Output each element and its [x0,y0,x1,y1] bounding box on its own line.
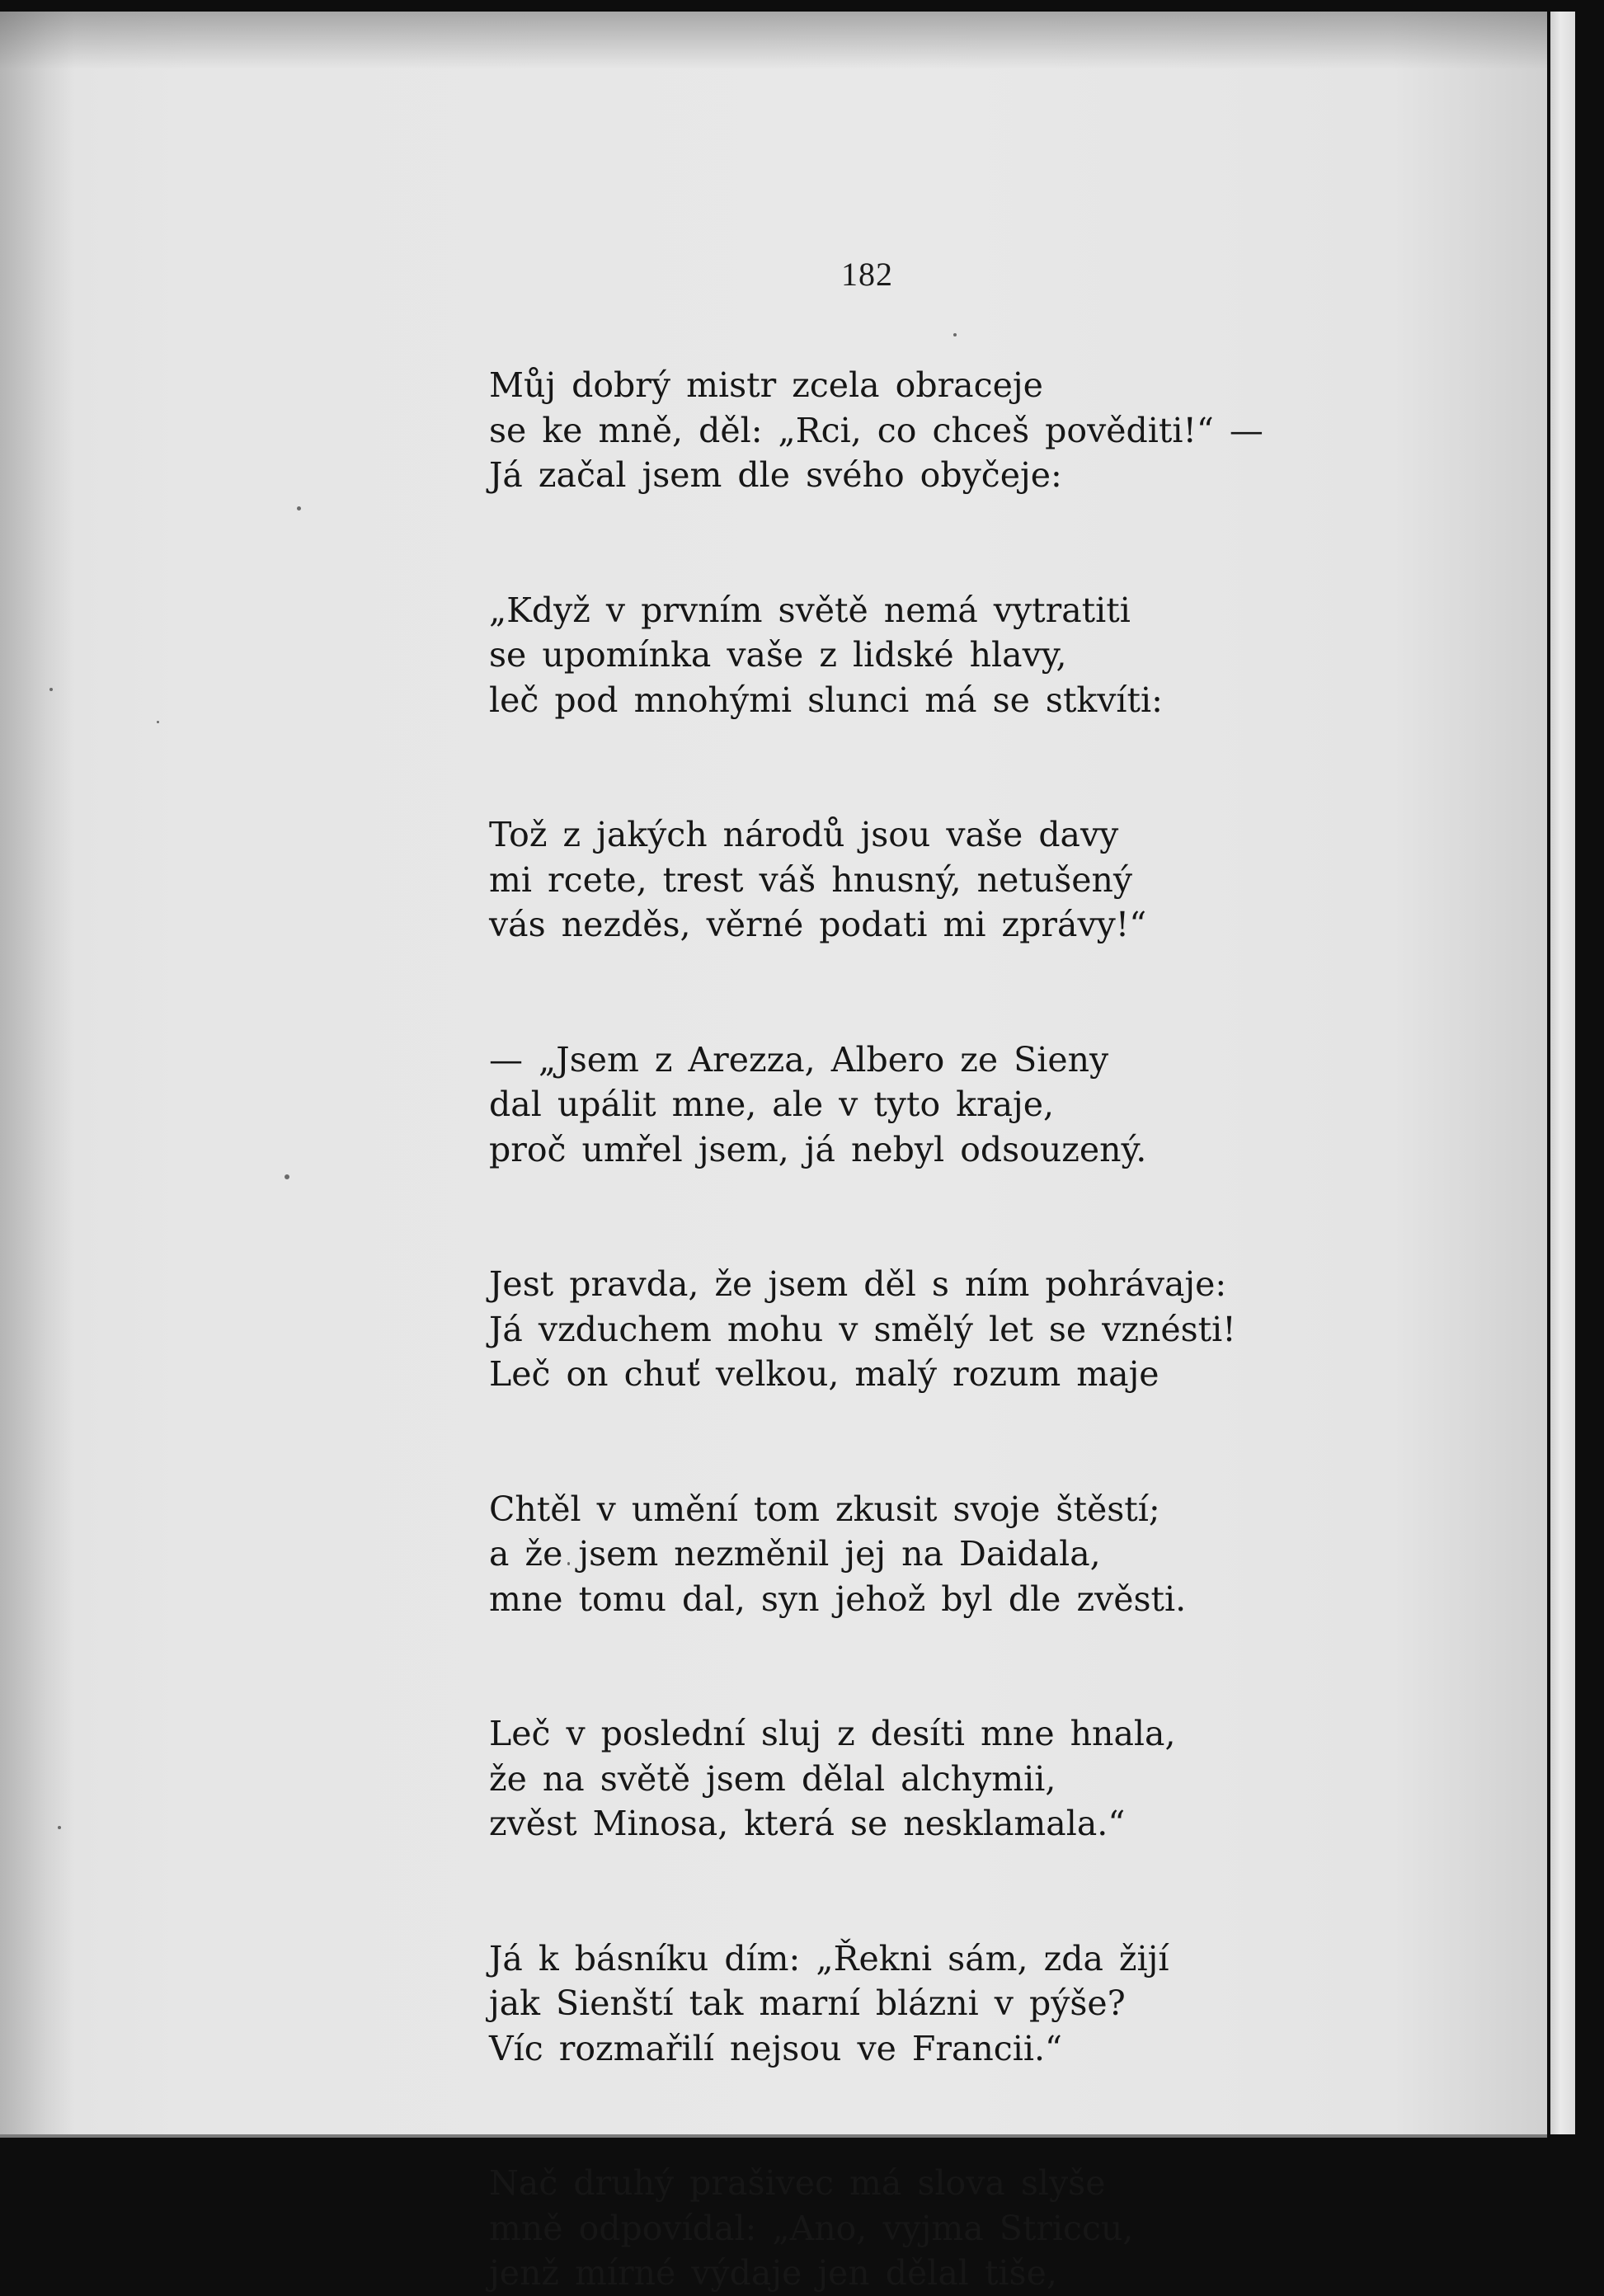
page-gutter-shadow [0,12,74,2134]
paper-speck [49,688,53,691]
verse-line: Tož z jakých národů jsou vaše davy [489,815,1119,854]
stanza [489,588,1263,723]
verse-line: Jest pravda, že jsem děl s ním pohrávaje: [489,1264,1227,1304]
verse-line: Já vzduchem mohu v smělý let se vznésti! [489,1309,1236,1349]
stanza [489,1711,1263,1847]
verse-line: že na světě jsem dělal alchymii, [489,1758,1056,1799]
book-page [0,12,1547,2293]
paper-speck [285,1174,289,1179]
verse-line: Můj dobrý mistr zcela obraceje [489,365,1043,405]
paper-speck [58,1826,61,1829]
stanza [489,1037,1263,1173]
page-number: 182 [841,256,893,293]
stanza [489,363,1263,498]
page-top-shadow [0,12,1547,69]
verse-line: vás nezděs, věrné podati mi zprávy!“ [489,905,1147,944]
verse-line: Víc rozmařilí nejsou ve Francii.“ [489,2028,1062,2068]
verse-line: zvěst Minosa, která se nesklamala.“ [489,1804,1126,1843]
verse-line: jenž mírné výdaje jen dělal tiše, [489,2253,1057,2293]
verse-line: mi rcete, trest váš hnusný, netušený [489,859,1133,900]
verse-line: Já začal jsem dle svého obyčeje: [489,455,1062,495]
verse-line: dal upálit mne, ale v tyto kraje, [489,1084,1055,1124]
poem-text [489,363,1263,2296]
verse-line: mně odpovídal: „Ano, vyjma Striccu, [489,2208,1134,2248]
stanza [489,812,1263,948]
verse-line: Leč v poslední sluj z desíti mne hnala, [489,1714,1176,1753]
verse-line: Nač druhý prašivec má slova slyše [489,2163,1106,2203]
verse-line: mne tomu dal, syn jehož byl dle zvěsti. [489,1578,1187,1619]
stanza [489,1262,1263,1397]
verse-line: proč umřel jsem, já nebyl odsouzený. [489,1129,1147,1169]
stanza [489,1487,1263,1622]
stanza [489,2161,1263,2296]
paper-speck [297,506,301,510]
verse-line: Chtěl v umění tom zkusit svoje štěstí; [489,1489,1160,1529]
verse-line: „Když v prvním světě nemá vytratiti [489,590,1131,630]
verse-line: leč pod mnohými slunci má se stkvíti: [489,680,1163,720]
verse-line: Leč on chuť velkou, malý rozum maje [489,1354,1159,1394]
verse-line: a že jsem nezměnil jej na Daidala, [489,1534,1101,1574]
stanza [489,1936,1263,2072]
paper-speck [953,333,957,336]
verse-line: se upomínka vaše z lidské hlavy, [489,635,1067,675]
next-page-edge [1550,12,1575,2134]
verse-line: jak Sienští tak marní blázni v pýše? [489,1983,1126,2023]
paper-speck [157,721,159,723]
verse-line: se ke mně, děl: „Rci, co chceš pověditi!“ — [489,410,1263,450]
verse-line: Já k básníku dím: „Řekni sám, zda žijí [489,1938,1169,1978]
verse-line: — „Jsem z Arezza, Albero ze Sieny [489,1039,1109,1080]
